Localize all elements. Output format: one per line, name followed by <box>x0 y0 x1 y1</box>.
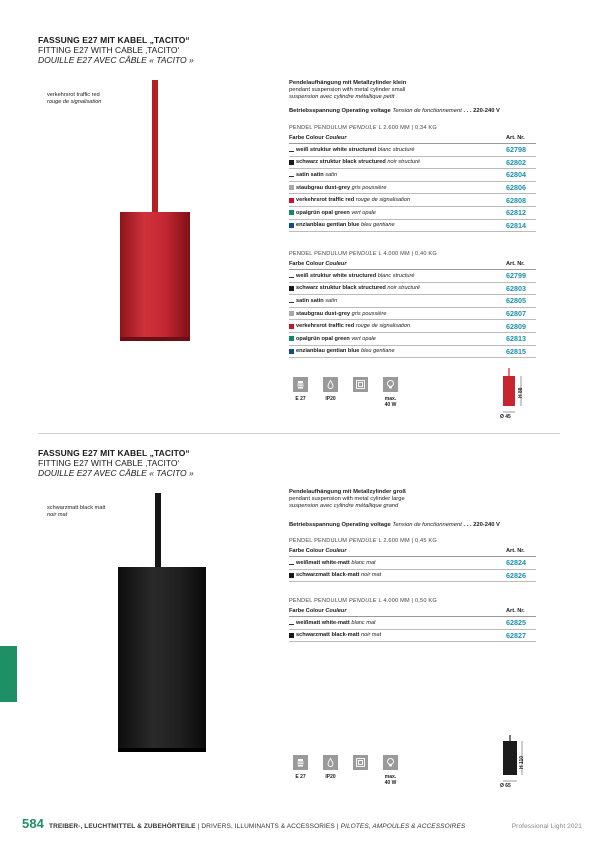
article-number: 62803 <box>506 283 526 293</box>
col-colour: Farbe Colour <box>289 608 324 614</box>
page-number: 584 <box>22 816 44 831</box>
heading-block <box>38 448 194 478</box>
heading-fr: DOUILLE E27 AVEC CÂBLE « TACITO » <box>38 55 194 65</box>
article-number: 62804 <box>506 170 526 180</box>
article-number: 62807 <box>506 309 526 319</box>
feature-label: IP20 <box>325 774 336 780</box>
colour-name: staubgrau dust-grey gris poussière <box>296 310 387 317</box>
voltage-dots: . . . <box>463 522 472 528</box>
colour-swatch <box>289 311 294 316</box>
pendel-label-fr: PENDULE <box>348 251 377 257</box>
col-colour: Farbe Colour <box>289 548 324 554</box>
article-number: 62809 <box>506 321 526 331</box>
pendel-label: PENDEL PENDULUM <box>289 125 348 131</box>
colour-name: enzianblau gentian blue bleu gentiane <box>296 222 395 229</box>
colour-swatch <box>289 210 294 215</box>
table-header <box>289 608 536 617</box>
heading-fr: DOUILLE E27 AVEC CÂBLE « TACITO » <box>38 468 194 478</box>
table-row <box>289 169 536 182</box>
page-footer: 584 TREIBER-, LEUCHTMITTEL & ZUBEHÖRTEILE | DRIVERS, ILLUMINANTS & ACCESSORIES | PILOTES, AMPOULES & ACCESSOIRES Professional Light 2021 <box>22 816 582 831</box>
colour-swatch <box>289 198 294 203</box>
article-number: 62805 <box>506 296 526 306</box>
voltage-dots: . . . <box>463 108 472 114</box>
colour-swatch <box>289 560 294 565</box>
voltage-line <box>289 108 549 114</box>
table-row <box>289 630 536 643</box>
article-number: 62798 <box>506 145 526 155</box>
voltage-label: Betriebsspannung Operating voltage <box>289 522 391 528</box>
pendel-dimensions: L 2.600 MM | 0,34 KG <box>378 125 437 131</box>
pendel-spec-2 <box>289 598 437 604</box>
e27-socket-icon <box>293 755 308 770</box>
colour-swatch <box>289 185 294 190</box>
dim-diameter: Ø 65 <box>500 783 511 789</box>
e27-socket-icon <box>293 377 308 392</box>
article-number: 62815 <box>506 346 526 356</box>
colour-name: schwarzmatt black-matt noir mat <box>296 572 382 579</box>
table-row <box>289 220 536 233</box>
colour-swatch <box>289 324 294 329</box>
article-number: 62813 <box>506 334 526 344</box>
caption-de: schwarzmatt black matt <box>47 505 106 511</box>
colour-swatch <box>289 273 294 278</box>
colour-name: staubgrau dust-grey gris poussière <box>296 184 387 191</box>
colour-swatch <box>289 633 294 638</box>
caption-fr: rouge de signalisation <box>47 99 102 105</box>
feature-item <box>323 377 345 402</box>
colour-name: verkehrsrot traffic red rouge de signalisation <box>296 323 411 330</box>
feature-label: E 27 <box>295 774 306 780</box>
class-ii-icon <box>353 755 368 770</box>
col-colour: Farbe Colour <box>289 135 324 141</box>
article-table-2 <box>289 608 536 642</box>
pendel-label-fr: PENDULE <box>348 125 377 131</box>
heading-en: FITTING E27 WITH CABLE ‚TACITO‘ <box>38 45 180 55</box>
colour-name: schwarzmatt black-matt noir mat <box>296 632 382 639</box>
table-row <box>289 144 536 157</box>
pendel-spec-2 <box>289 251 437 257</box>
article-number: 62825 <box>506 618 526 628</box>
voltage-label-fr: Tension de fonctionnement <box>392 522 462 528</box>
article-number: 62826 <box>506 570 526 580</box>
colour-name: satin satin satin <box>296 171 338 178</box>
voltage-value: 220-240 V <box>473 108 500 114</box>
dimension-lamp-black-icon <box>488 735 538 787</box>
article-number: 62806 <box>506 183 526 193</box>
pendel-spec-1 <box>289 538 437 544</box>
bulb-max-icon <box>383 377 398 392</box>
colour-swatch <box>289 160 294 165</box>
col-colour-fr: Couleur <box>325 548 347 554</box>
colour-name: weiß struktur white structured blanc structuré <box>296 272 415 279</box>
col-colour-fr: Couleur <box>325 261 347 267</box>
table-row <box>289 617 536 630</box>
feature-item <box>323 755 345 780</box>
desc-de: Pendelaufhängung mit Metallzylinder klein <box>289 80 407 86</box>
caption-de: verkehrsrot traffic red <box>47 92 100 98</box>
section-tacito-large <box>0 440 600 800</box>
ip20-drop-icon <box>323 377 338 392</box>
article-number: 62812 <box>506 208 526 218</box>
pendel-dimensions: L 4.000 MM | 0,40 KG <box>378 251 437 257</box>
table-header <box>289 135 536 144</box>
feature-item <box>353 755 375 774</box>
dimension-lamp-red-icon <box>488 368 538 418</box>
table-row <box>289 570 536 583</box>
article-number: 62802 <box>506 157 526 167</box>
feature-item <box>383 377 405 408</box>
chapter-side-tab <box>0 646 17 702</box>
product-photo <box>38 80 278 410</box>
heading-de: FASSUNG E27 MIT KABEL „TACITO“ <box>38 448 190 458</box>
footer-part-en: DRIVERS, ILLUMINANTS & ACCESSORIES <box>201 823 335 830</box>
table-row <box>289 346 536 359</box>
colour-name: weiß struktur white structured blanc structuré <box>296 146 415 153</box>
dim-diameter: Ø 45 <box>500 414 511 420</box>
heading-block <box>38 35 194 65</box>
article-table-1 <box>289 548 536 582</box>
voltage-value: 220-240 V <box>473 522 500 528</box>
footer-brand: Professional Light 2021 <box>511 823 582 830</box>
col-art: Art. Nr. <box>506 548 525 554</box>
article-number: 62824 <box>506 558 526 568</box>
col-art: Art. Nr. <box>506 135 525 141</box>
table-row <box>289 157 536 170</box>
pendel-label: PENDEL PENDULUM <box>289 251 348 257</box>
col-colour: Farbe Colour <box>289 261 324 267</box>
dimension-drawing <box>488 735 538 795</box>
section-divider <box>38 433 560 434</box>
table-row <box>289 182 536 195</box>
footer-part-de: TREIBER-, LEUCHTMITTEL & ZUBEHÖRTEILE <box>49 823 196 830</box>
table-row <box>289 295 536 308</box>
article-number: 62827 <box>506 630 526 640</box>
desc-en: pendant suspension with metal cylinder small <box>289 87 406 94</box>
colour-swatch <box>289 147 294 152</box>
colour-name: verkehrsrot traffic red rouge de signalisation <box>296 197 411 204</box>
table-row <box>289 308 536 321</box>
pendant-lamp-black-image <box>38 493 278 813</box>
pendel-label-fr: PENDULE <box>348 538 377 544</box>
voltage-label: Betriebsspannung Operating voltage <box>289 108 391 114</box>
product-photo <box>38 493 278 813</box>
colour-swatch <box>289 349 294 354</box>
dim-height: H 88 <box>518 387 524 398</box>
desc-fr: suspension avec cylindre métallique petit <box>289 94 395 101</box>
article-number: 62799 <box>506 271 526 281</box>
desc-de: Pendelaufhängung mit Metallzylinder groß <box>289 489 406 495</box>
feature-label: IP20 <box>325 396 336 402</box>
footer-part-fr: PILOTES, AMPOULES & ACCESSOIRES <box>340 823 466 830</box>
colour-name: satin satin satin <box>296 297 338 304</box>
colour-name: weißmatt white-matt blanc mat <box>296 619 376 626</box>
colour-name: opalgrün opal green vert opale <box>296 209 376 216</box>
pendel-label: PENDEL PENDULUM <box>289 598 348 604</box>
caption-fr: noir mat <box>47 512 68 518</box>
voltage-line <box>289 522 549 528</box>
pendel-dimensions: L 4.000 MM | 0,50 KG <box>378 598 437 604</box>
desc-en: pendant suspension with metal cylinder large <box>289 496 405 503</box>
feature-label: E 27 <box>295 396 306 402</box>
pendel-spec-1 <box>289 125 437 131</box>
pendel-label: PENDEL PENDULUM <box>289 538 348 544</box>
colour-swatch <box>289 620 294 625</box>
class-ii-icon <box>353 377 368 392</box>
bulb-max-icon <box>383 755 398 770</box>
table-row <box>289 207 536 220</box>
table-header <box>289 261 536 270</box>
table-row <box>289 283 536 296</box>
feature-item <box>383 755 405 786</box>
table-row <box>289 320 536 333</box>
article-table-1 <box>289 135 536 232</box>
dim-height: H 110 <box>519 755 525 769</box>
col-art: Art. Nr. <box>506 608 525 614</box>
article-number: 62808 <box>506 195 526 205</box>
article-table-2 <box>289 261 536 358</box>
col-colour-fr: Couleur <box>325 608 347 614</box>
heading-de: FASSUNG E27 MIT KABEL „TACITO“ <box>38 35 190 45</box>
ip20-drop-icon <box>323 755 338 770</box>
description <box>289 80 549 102</box>
colour-name: weißmatt white-matt blanc mat <box>296 559 376 566</box>
feature-item <box>353 377 375 396</box>
col-art: Art. Nr. <box>506 261 525 267</box>
pendel-label-fr: PENDULE <box>348 598 377 604</box>
heading-en: FITTING E27 WITH CABLE ‚TACITO‘ <box>38 458 180 468</box>
dimension-drawing <box>488 368 538 428</box>
colour-swatch <box>289 223 294 228</box>
colour-swatch <box>289 298 294 303</box>
feature-item <box>293 755 315 780</box>
colour-name: schwarz struktur black structured noir structuré <box>296 285 421 292</box>
feature-label: max. 40 W <box>384 396 397 408</box>
feature-item <box>293 377 315 402</box>
colour-name: schwarz struktur black structured noir structuré <box>296 159 421 166</box>
colour-name: opalgrün opal green vert opale <box>296 335 376 342</box>
colour-name: enzianblau gentian blue bleu gentiane <box>296 348 395 355</box>
colour-swatch <box>289 336 294 341</box>
table-row <box>289 557 536 570</box>
colour-swatch <box>289 573 294 578</box>
desc-fr: suspension avec cylindre métallique grand <box>289 503 399 510</box>
colour-swatch <box>289 172 294 177</box>
pendel-dimensions: L 2.600 MM | 0,45 KG <box>378 538 437 544</box>
table-header <box>289 548 536 557</box>
feature-label: max. 40 W <box>384 774 397 786</box>
pendant-lamp-red-image <box>38 80 278 410</box>
col-colour-fr: Couleur <box>325 135 347 141</box>
colour-swatch <box>289 286 294 291</box>
table-row <box>289 333 536 346</box>
voltage-label-fr: Tension de fonctionnement <box>392 108 462 114</box>
table-row <box>289 194 536 207</box>
table-row <box>289 270 536 283</box>
article-number: 62814 <box>506 220 526 230</box>
description <box>289 489 549 511</box>
